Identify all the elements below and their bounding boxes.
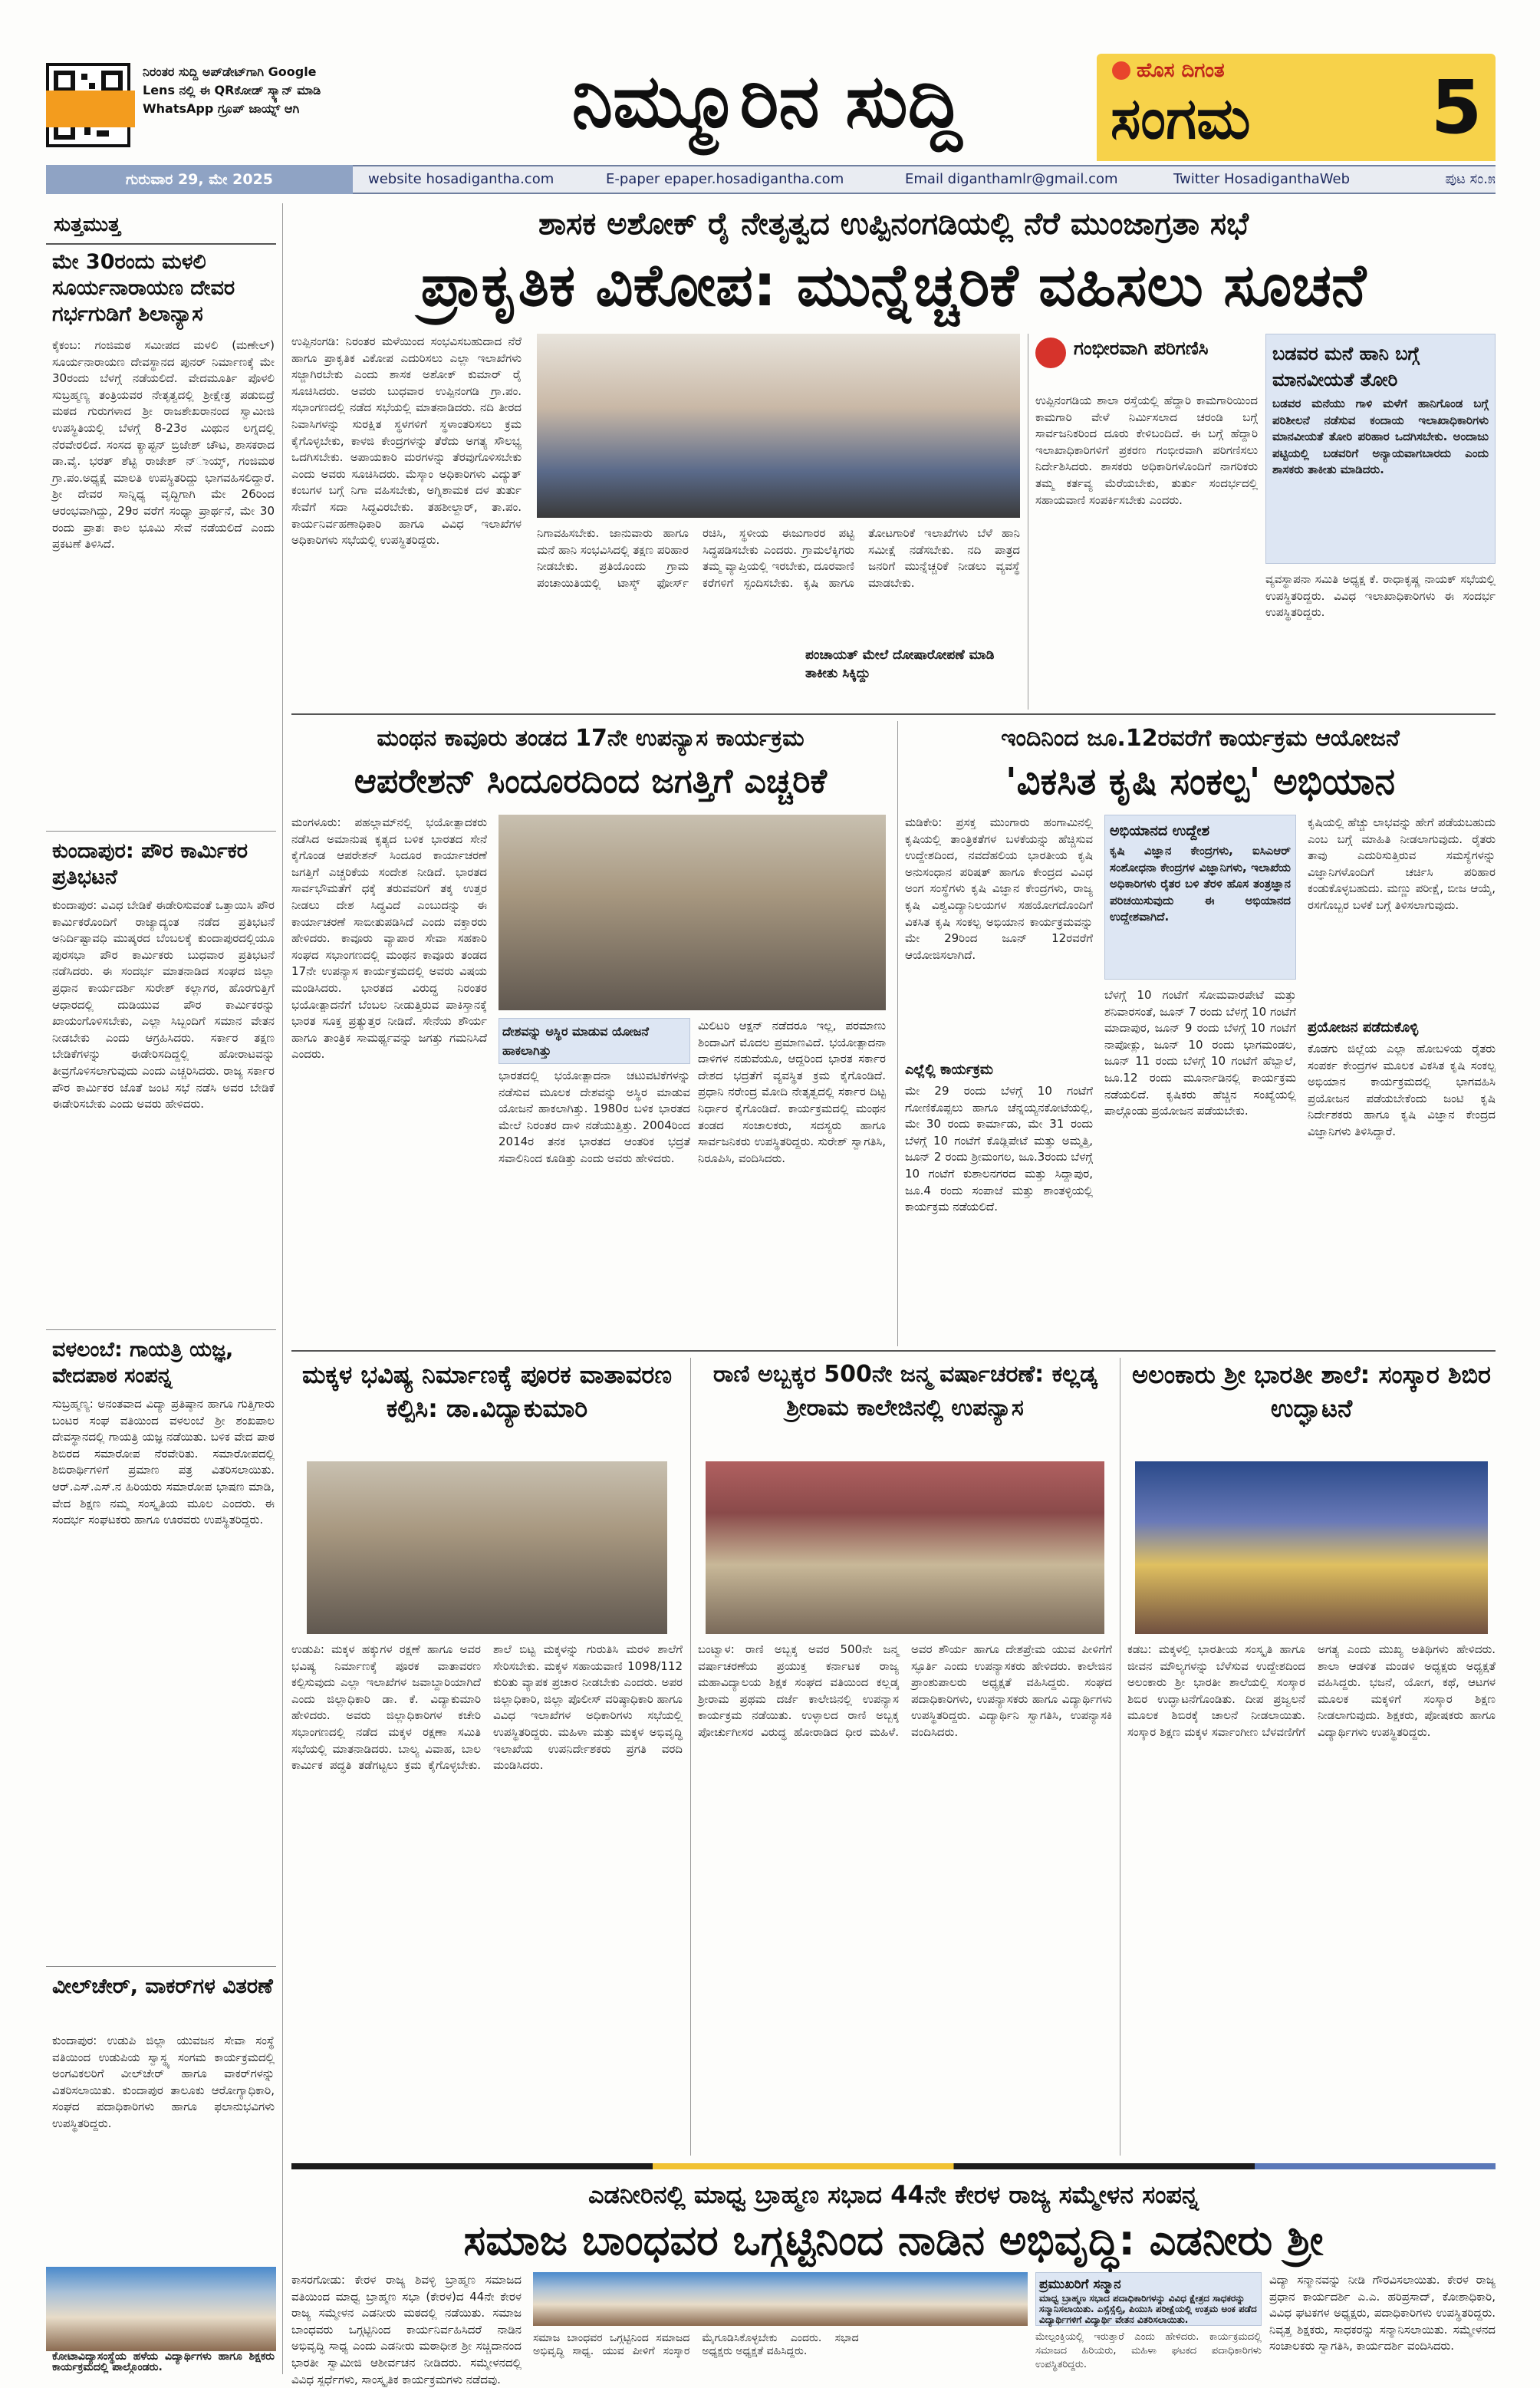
story1-side-body: ಉಪ್ಪಿನಂಗಡಿಯ ಶಾಲಾ ರಸ್ತೆಯಲ್ಲಿ ಹೆದ್ದಾರಿ ಕಾಮಗಾರಿಯಿಂದ ಕಾಮಗಾರಿ ವೇಳೆ ನಿರ್ಮಿಸಲಾದ ಚರಂಡಿ ಬಗ್ಗೆ ಸಾರ್ವಜನಿಕರಿಂದ ದೂರು ಕೇಳಿಬಂದಿದೆ. ಈ ಬಗ್ಗೆ ಹೆದ್ದಾರಿ ಇಲಾಖಾಧಿಕಾರಿಗಳಿಗೆ ಪ್ರಕರಣ ಗಂಭೀರವಾಗಿ ಪರಿಗಣಿಸಲು ನಿರ್ದೇಶಿಸಿದರು. ಶಾಸಕರು ಅಧಿಕಾರಿಗಳೊಂದಿಗೆ ನಾಗರಿಕರು ತಮ್ಮ ಕರ್ತವ್ಯ ಮೆರೆಯಬೇಕು, ತುರ್ತು ಸಂದರ್ಭದಲ್ಲಿ ಸಹಾಯವಾಣಿ ಸಂಪರ್ಕಿಸಬೇಕು ಎಂದರು. — [1035, 394, 1258, 507]
left-photo-caption: ಕೋಟಾವಿದ್ಯಾಸಂಸ್ಥೆಯ ಹಳೆಯ ವಿದ್ಯಾರ್ಥಿಗಳು ಹಾಗೂ ಶಿಕ್ಷಕರು ಕಾರ್ಯಕ್ರಮದಲ್ಲಿ ಪಾಲ್ಗೊಂಡರು. — [52, 2350, 275, 2373]
story7-photo — [533, 2272, 1028, 2326]
link-epaper[interactable]: E-paper epaper.hosadigantha.com — [606, 171, 844, 187]
story4-body: ಉಡುಪಿ: ಮಕ್ಕಳ ಹಕ್ಕುಗಳ ರಕ್ಷಣೆ ಹಾಗೂ ಅವರ ಭವಿಷ್ಯ ನಿರ್ಮಾಣಕ್ಕೆ ಪೂರಕ ವಾತಾವರಣ ಕಲ್ಪಿಸುವುದು ಎಲ್ಲಾ ಇಲಾಖೆಗಳ ಜವಾಬ್ದಾರಿಯಾಗಿದೆ ಎಂದು ಜಿಲ್ಲಾಧಿಕಾರಿ ಡಾ. ಕೆ. ವಿದ್ಯಾಕುಮಾರಿ ಹೇಳಿದರು. ಅವರು ಜಿಲ್ಲಾಧಿಕಾರಿಗಳ ಕಚೇರಿ ಸಭಾಂಗಣದಲ್ಲಿ ನಡೆದ ಮಕ್ಕಳ ರಕ್ಷಣಾ ಸಮಿತಿ ಸಭೆಯಲ್ಲಿ ಮಾತನಾಡಿದರು. ಬಾಲ್ಯ ವಿವಾಹ, ಬಾಲ ಕಾರ್ಮಿಕ ಪದ್ಧತಿ ತಡೆಗಟ್ಟಲು ಕ್ರಮ ಕೈಗೊಳ್ಳಬೇಕು. ಶಾಲೆ ಬಿಟ್ಟ ಮಕ್ಕಳನ್ನು ಗುರುತಿಸಿ ಮರಳಿ ಶಾಲೆಗೆ ಸೇರಿಸಬೇಕು. ಮಕ್ಕಳ ಸಹಾಯವಾಣಿ 1098/112 ಕುರಿತು ವ್ಯಾಪಕ ಪ್ರಚಾರ ನೀಡಬೇಕು ಎಂದರು. ಅಪರ ಜಿಲ್ಲಾಧಿಕಾರಿ, ಜಿಲ್ಲಾ ಪೊಲೀಸ್ ವರಿಷ್ಠಾಧಿಕಾರಿ ಹಾಗೂ ವಿವಿಧ ಇಲಾಖೆಗಳ ಅಧಿಕಾರಿಗಳು ಸಭೆಯಲ್ಲಿ ಉಪಸ್ಥಿತರಿದ್ದರು. ಮಹಿಳಾ ಮತ್ತು ಮಕ್ಕಳ ಅಭಿವೃದ್ಧಿ ಇಲಾಖೆಯ ಉಪನಿರ್ದೇಶಕರು ಪ್ರಗತಿ ವರದಿ ಮಂಡಿಸಿದರು. — [291, 1642, 683, 1773]
story5-headline: ರಾಣಿ ಅಬ್ಬಕ್ಕರ 500ನೇ ಜನ್ಮ ವರ್ಷಾಚರಣೆ: ಕಲ್ಲಡ್ಕ ಶ್ರೀರಾಮ ಕಾಲೇಜಿನಲ್ಲಿ ಉಪನ್ಯಾಸ — [712, 1361, 1097, 1421]
story1-box — [1265, 334, 1496, 564]
story3-box-title: ಅಭಿಯಾನದ ಉದ್ದೇಶ — [1110, 822, 1210, 839]
story7-body-c: ಮೇಲ್ಪಂಕ್ತಿಯಲ್ಲಿ ಇರುತ್ತಾರೆ ಎಂದು ಹೇಳಿದರು. ಕಾರ್ಯಕ್ರಮದಲ್ಲಿ ಸಮಾಜದ ಹಿರಿಯರು, ಮಹಿಳಾ ಘಟಕದ ಪದಾಧಿಕಾರಿಗಳು ಉಪಸ್ಥಿತರಿದ್ದರು. — [1035, 2331, 1262, 2370]
masthead — [0, 0, 1540, 165]
story2-body-b: ಭಾರತದಲ್ಲಿ ಭಯೋತ್ಪಾದನಾ ಚಟುವಟಿಕೆಗಳನ್ನು ನಡೆಸುವ ಮೂಲಕ ದೇಶವನ್ನು ಅಸ್ಥಿರ ಮಾಡುವ ಯೋಜನೆ ಹಾಕಲಾಗಿತ್ತು. 1980ರ ಬಳಿಕ ಭಾರತದ ಮೇಲೆ ನಿರಂತರ ದಾಳಿ ನಡೆಯುತ್ತಿತ್ತು. 2004ರಿಂದ 2014ರ ತನಕ ಭಾರತದ ಆಂತರಿಕ ಭದ್ರತೆ ಸವಾಲಿನಿಂದ ಕೂಡಿತ್ತು ಎಂದು ಅವರು ಹೇಳಿದರು. — [499, 1069, 690, 1165]
story6-headline: ಅಲಂಕಾರು ಶ್ರೀ ಭಾರತೀ ಶಾಲೆ: ಸಂಸ್ಕಾರ ಶಿಬಿರ ಉದ್ಘಾಟನೆ — [1132, 1360, 1491, 1423]
left-story1-body: ಕೈಕಂಬ: ಗಂಜಿಮಠ ಸಮೀಪದ ಮಳಲಿ (ಮಣೇಲ್) ಸೂರ್ಯನಾರಾಯಣ ದೇವಸ್ಥಾನದ ಪುನರ್ ನಿರ್ಮಾಣಕ್ಕೆ ಮೇ 30ರಂದು ಬೆಳಗ್ಗೆ ನಡೆಯಲಿದೆ. ವೇದಮೂರ್ತಿ ಪೊಳಲಿ ಸುಬ್ರಹ್ಮಣ್ಯ ತಂತ್ರಿಯವರ ನೇತೃತ್ವದಲ್ಲಿ ಶ್ರೀಕ್ಷೇತ್ರ ಪಡುಬಿದ್ರೆ ಮಠದ ಗುರುಗಳಾದ ಶ್ರೀ ರಾಜಶೇಖರಾನಂದ ಸ್ವಾಮೀಜಿ ಉಪಸ್ಥಿತಿಯಲ್ಲಿ ಬೆಳಗ್ಗೆ 8-23ರ ಮಿಥುನ ಲಗ್ನದಲ್ಲಿ ನೆರವೇರಲಿದೆ. ಸಂಸದ ಕ್ಯಾಪ್ಟನ್ ಬ್ರಿಜೇಶ್ ಚೌಟ, ಶಾಸಕರಾದ ಡಾ.ವೈ. ಭರತ್ ಶೆಟ್ಟಿ ರಾಜೇಶ್ ನ್ಾಯ್ಕ್, ಗಂಜಿಮಠ ಗ್ರಾ.ಪಂ.ಅಧ್ಯಕ್ಷೆ ಮಾಲತಿ ಉಪಸ್ಥಿತರಿದ್ದು ಭಾಗವಹಿಸಲಿದ್ದಾರೆ. ಶ್ರೀ ದೇವರ ಸಾನ್ನಿಧ್ಯ ವೃದ್ಧಿಗಾಗಿ ಮೇ 26ರಿಂದ ಆರಂಭವಾಗಿದ್ದು, 29ರ ವರೆಗೆ ಸಂಧ್ಯಾ ಪ್ರಾರ್ಥನೆ, ಮೇ 30 ರಂದು ಪ್ರಾತಃ ಕಾಲ ಭೂಮಿ ಸೇವೆ ನಡೆಯಲಿದೆ ಎಂದು ಪ್ರಕಟಣೆ ತಿಳಿಸಿದೆ. — [52, 338, 275, 552]
link-twitter[interactable]: Twitter HosadiganthaWeb — [1173, 171, 1351, 187]
story7-box-title: ಪ್ರಮುಖರಿಗೆ ಸನ್ಮಾನ — [1039, 2277, 1121, 2292]
column-label: ಸುತ್ತಮುತ್ತ — [54, 213, 121, 236]
story1-photo — [537, 334, 1020, 518]
left-story1-title: ಮೇ 30ರಂದು ಮಳಲಿ ಸೂರ್ಯನಾರಾಯಣ ದೇವರ ಗರ್ಭಗುಡಿಗೆ ಶಿಲಾನ್ಯಾಸ — [52, 250, 235, 326]
story2-body-a: ಮಂಗಳೂರು: ಪಹಲ್ಗಾಮ್‌ನಲ್ಲಿ ಭಯೋತ್ಪಾದಕರು ನಡೆಸಿದ ಅಮಾನುಷ ಕೃತ್ಯದ ಬಳಿಕ ಭಾರತದ ಸೇನೆ ಕೈಗೊಂಡ ಆಪರೇಶನ್ ಸಿಂದೂರ ಕಾರ್ಯಾಚರಣೆ ಜಗತ್ತಿಗೆ ಎಚ್ಚರಿಕೆಯ ಸಂದೇಶ ನೀಡಿದೆ. ಭಾರತದ ಸಾರ್ವಭೌಮತೆಗೆ ಧಕ್ಕೆ ತರುವವರಿಗೆ ತಕ್ಕ ಉತ್ತರ ನೀಡಲು ದೇಶ ಸಿದ್ಧವಿದೆ ಎಂಬುದನ್ನು ಈ ಕಾರ್ಯಾಚರಣೆ ಸಾಬೀತುಪಡಿಸಿದೆ ಎಂದು ವಕ್ತಾರರು ಹೇಳಿದರು. ಕಾವೂರು ವ್ಯಾಪಾರ ಸೇವಾ ಸಹಕಾರಿ ಸಂಘದ ಸಭಾಂಗಣದಲ್ಲಿ ಮಂಥನ ಕಾವೂರು ತಂಡದ 17ನೇ ಉಪನ್ಯಾಸ ಕಾರ್ಯಕ್ರಮದಲ್ಲಿ ಅವರು ವಿಷಯ ಮಂಡಿಸಿದರು. ಭಾರತದ ವಿರುದ್ಧ ನಿರಂತರ ಭಯೋತ್ಪಾದನೆಗೆ ಬೆಂಬಲ ನೀಡುತ್ತಿರುವ ಪಾಕಿಸ್ತಾನಕ್ಕೆ ಭಾರತ ಸೂಕ್ತ ಪ್ರತ್ಯುತ್ತರ ನೀಡಿದೆ. ಸೇನೆಯ ಶೌರ್ಯ ಹಾಗೂ ತಾಂತ್ರಿಕ ಸಾಮರ್ಥ್ಯವನ್ನು ಜಗತ್ತು ಗಮನಿಸಿದೆ ಎಂದರು. — [291, 815, 487, 1062]
orange-bar — [46, 91, 135, 127]
story3-body-c: ಕೃಷಿಯಲ್ಲಿ ಹೆಚ್ಚು ಲಾಭವನ್ನು ಹೇಗೆ ಪಡೆಯಬಹುದು ಎಂಬ ಬಗ್ಗೆ ಮಾಹಿತಿ ನೀಡಲಾಗುವುದು. ರೈತರು ತಾವು ಎದುರಿಸುತ್ತಿರುವ ಸಮಸ್ಯೆಗಳನ್ನು ವಿಜ್ಞಾನಿಗಳೊಂದಿಗೆ ಚರ್ಚಿಸಿ ಪರಿಹಾರ ಕಂಡುಕೊಳ್ಳಬಹುದು. ಮಣ್ಣು ಪರೀಕ್ಷೆ, ಬೀಜ ಆಯ್ಕೆ, ರಸಗೊಬ್ಬರ ಬಳಕೆ ಬಗ್ಗೆ ತಿಳಿಸಲಾಗುವುದು. — [1308, 815, 1496, 912]
story2-body-c: ಮಿಲಿಟರಿ ಆಕ್ಷನ್ ನಡೆದರೂ ಇಲ್ಲ, ಪರಮಾಣು ಶಿಂದಾವಿಗೆ ಮೊದಲ ಪ್ರಮಾಣವಿದೆ. ಭಯೋತ್ಪಾದನಾ ದಾಳಿಗಳ ನಡುವೆಯೂ, ಆದ್ದರಿಂದ ಭಾರತ ಸರ್ಕಾರ ದೇಶದ ಭದ್ರತೆಗೆ ವ್ಯವಸ್ಥಿತ ಕ್ರಮ ಕೈಗೊಂಡಿದೆ. ಪ್ರಧಾನಿ ನರೇಂದ್ರ ಮೋದಿ ನೇತೃತ್ವದಲ್ಲಿ ಸರ್ಕಾರ ದಿಟ್ಟ ನಿರ್ಧಾರ ಕೈಗೊಂಡಿದೆ. ಕಾರ್ಯಕ್ರಮದಲ್ಲಿ ಮಂಥನ ತಂಡದ ಸಂಚಾಲಕರು, ಸದಸ್ಯರು ಹಾಗೂ ಸಾರ್ವಜನಿಕರು ಉಪಸ್ಥಿತರಿದ್ದರು. ಸುರೇಶ್ ಸ್ವಾಗತಿಸಿ, ನಿರೂಪಿಸಿ, ವಂದಿಸಿದರು. — [698, 1019, 886, 1165]
story2-kicker: ಮಂಥನ ಕಾವೂರು ತಂಡದ 17ನೇ ಉಪನ್ಯಾಸ ಕಾರ್ಯಕ್ರಮ — [377, 725, 805, 752]
page-number: 5 — [1430, 64, 1482, 150]
story1-side-icon — [1035, 338, 1066, 368]
story2-sub-box — [499, 1018, 690, 1064]
story3-box — [1104, 815, 1296, 980]
left-story2-body: ಕುಂದಾಪುರ: ವಿವಿಧ ಬೇಡಿಕೆ ಈಡೇರಿಸುವಂತೆ ಒತ್ತಾಯಿಸಿ ಪೌರ ಕಾರ್ಮಿಕರೊಂದಿಗೆ ರಾಜ್ಯಾದ್ಯಂತ ನಡೆದ ಪ್ರತಿಭಟನೆ ಅನಿರ್ದಿಷ್ಟಾವಧಿ ಮುಷ್ಕರದ ಬೆಂಬಲಕ್ಕೆ ಕುಂದಾಪುರದಲ್ಲಿಯೂ ಪುರಸಭಾ ಪೌರ ಕಾರ್ಮಿಕರು ಬುಧವಾರ ಪ್ರತಿಭಟನೆ ನಡೆಸಿದರು. ಈ ಸಂದರ್ಭ ಮಾತನಾಡಿದ ಸಂಘದ ಜಿಲ್ಲಾ ಪ್ರಧಾನ ಕಾರ್ಯದರ್ಶಿ ಸುರೇಶ್ ಕಲ್ಲಾಗರ, ಹೊರಗುತ್ತಿಗೆ ಆಧಾರದಲ್ಲಿ ದುಡಿಯುವ ಪೌರ ಕಾರ್ಮಿಕರನ್ನು ಖಾಯಂಗೊಳಿಸಬೇಕು, ಎಲ್ಲಾ ಸಿಬ್ಬಂದಿಗೆ ಸಮಾನ ವೇತನ ನೀಡಬೇಕು ಎಂದು ಆಗ್ರಹಿಸಿದರು. ಸರ್ಕಾರ ತಕ್ಷಣ ಬೇಡಿಕೆಗಳನ್ನು ಈಡೇರಿಸದಿದ್ದಲ್ಲಿ ಹೋರಾಟವನ್ನು ತೀವ್ರಗೊಳಿಸಲಾಗುವುದು ಎಂದು ಎಚ್ಚರಿಸಿದರು. ರಾಜ್ಯ ಸರ್ಕಾರ ಪೌರ ಕಾರ್ಮಿಕರ ಜೊತೆ ಜಂಟಿ ಸಭೆ ನಡೆಸಿ ಅವರ ಬೇಡಿಕೆ ಈಡೇರಿಸಬೇಕು ಎಂದು ಅವರು ಹೇಳಿದರು. — [52, 898, 275, 1112]
story2-photo — [499, 815, 886, 1010]
story5-photo — [706, 1461, 1104, 1634]
left-story4-title: ವೀಲ್‌ಚೇರ್, ವಾಕರ್‌ಗಳ ವಿತರಣೆ — [52, 1975, 273, 1998]
page-label: ಪುಟ ಸಂ.೫ — [1445, 171, 1496, 187]
qr-note: ನಿರಂತರ ಸುದ್ದಿ ಅಪ್‌ಡೇಟ್‌ಗಾಗಿ Google Lens ನಲ್ಲಿ ಈ QRಕೋಡ್ ಸ್ಕ್ಯಾನ್ ಮಾಡಿ WhatsApp ಗ್ರೂಪ್ ಜಾಯ್ನ್ ಆಗಿ — [143, 64, 321, 116]
story7-headline: ಸಮಾಜ ಬಾಂಧವರ ಒಗ್ಗಟ್ಟಿನಿಂದ ನಾಡಿನ ಅಭಿವೃದ್ಧಿ: ಎಡನೀರು ಶ್ರೀ — [463, 2216, 1324, 2264]
story7-body-d: ವಿದ್ಯಾ ಸನ್ಮಾನವನ್ನು ನೀಡಿ ಗೌರವಿಸಲಾಯಿತು. ಕೇರಳ ರಾಜ್ಯ ಪ್ರಧಾನ ಕಾರ್ಯದರ್ಶಿ ಎ.ಎ. ಹರಿಪ್ರಸಾದ್, ಕೋಶಾಧಿಕಾರಿ, ವಿವಿಧ ಘಟಕಗಳ ಅಧ್ಯಕ್ಷರು, ಪದಾಧಿಕಾರಿಗಳು ಉಪಸ್ಥಿತರಿದ್ದರು. ನಿವೃತ್ತ ಶಿಕ್ಷಕರು, ಸಾಧಕರನ್ನು ಸನ್ಮಾನಿಸಲಾಯಿತು. ಸಮ್ಮೇಳನದ ಸಂಚಾಲಕರು ಸ್ವಾಗತಿಸಿ, ಕಾರ್ಯದರ್ಶಿ ವಂದಿಸಿದರು. — [1269, 2273, 1496, 2353]
story7-box — [1035, 2272, 1262, 2326]
masthead-title: ನಿಮ್ಮೂರಿನ ಸುದ್ದಿ — [571, 58, 962, 144]
story3-body-a: ಮಡಿಕೇರಿ: ಪ್ರಸಕ್ತ ಮುಂಗಾರು ಹಂಗಾಮಿನಲ್ಲಿ ಕೃಷಿಯಲ್ಲಿ ತಾಂತ್ರಿಕತೆಗಳ ಬಳಕೆಯನ್ನು ಹೆಚ್ಚಿಸುವ ಉದ್ದೇಶದಿಂದ, ನವದೆಹಲಿಯ ಭಾರತೀಯ ಕೃಷಿ ಅನುಸಂಧಾನ ಪರಿಷತ್ ಹಾಗೂ ಕೇಂದ್ರದ ವಿವಿಧ ಅಂಗ ಸಂಸ್ಥೆಗಳು ಕೃಷಿ ವಿಜ್ಞಾನ ಕೇಂದ್ರಗಳು, ರಾಜ್ಯ ಕೃಷಿ ವಿಶ್ವವಿದ್ಯಾನಿಲಯಗಳ ಸಹಯೋಗದೊಂದಿಗೆ ವಿಕಸಿತ ಕೃಷಿ ಸಂಕಲ್ಪ ಅಭಿಯಾನ ಕಾರ್ಯಕ್ರಮವನ್ನು ಮೇ 29ರಿಂದ ಜೂನ್ 12ರವರೆಗೆ ಆಯೋಜಿಸಲಾಗಿದೆ. — [905, 815, 1093, 962]
story7-kicker: ಎಡನೀರಿನಲ್ಲಿ ಮಾಧ್ವ ಬ್ರಾಹ್ಮಣ ಸಭಾದ 44ನೇ ಕೇರಳ ರಾಜ್ಯ ಸಮ್ಮೇಳನ ಸಂಪನ್ನ — [587, 2180, 1199, 2209]
story3-sub: ಪ್ರಯೋಜನ ಪಡೆದುಕೊಳ್ಳಿ — [1308, 1019, 1419, 1036]
story3-kicker: ಇಂದಿನಿಂದ ಜೂ.12ರವರೆಗೆ ಕಾರ್ಯಕ್ರಮ ಆಯೋಜನೆ — [1001, 725, 1400, 752]
story1-body-c: ವ್ಯವಸ್ಥಾಪನಾ ಸಮಿತಿ ಅಧ್ಯಕ್ಷ ಕೆ. ರಾಧಾಕೃಷ್ಣ ನಾಯಕ್ ಸಭೆಯಲ್ಲಿ ಉಪಸ್ಥಿತರಿದ್ದರು. ವಿವಿಧ ಇಲಾಖಾಧಿಕಾರಿಗಳು ಈ ಸಂದರ್ಭ ಉಪಸ್ಥಿತರಿದ್ದರು. — [1265, 572, 1496, 620]
story7-body-a: ಕಾಸರಗೋಡು: ಕೇರಳ ರಾಜ್ಯ ಶಿವಳ್ಳಿ ಬ್ರಾಹ್ಮಣ ಸಮಾಜದ ವತಿಯಿಂದ ಮಾಧ್ವ ಬ್ರಾಹ್ಮಣ ಸಭಾ (ಕೇರಳ)ದ 44ನೇ ಕೇರಳ ರಾಜ್ಯ ಸಮ್ಮೇಳನ ಎಡನೀರು ಮಠದಲ್ಲಿ ನಡೆಯಿತು. ಸಮಾಜ ಬಾಂಧವರು ಒಗ್ಗಟ್ಟಿನಿಂದ ಕಾರ್ಯನಿರ್ವಹಿಸಿದರೆ ನಾಡಿನ ಅಭಿವೃದ್ಧಿ ಸಾಧ್ಯ ಎಂದು ಎಡನೀರು ಮಠಾಧೀಶ ಶ್ರೀ ಸಚ್ಚಿದಾನಂದ ಭಾರತೀ ಸ್ವಾಮೀಜಿ ಆಶೀರ್ವಚನ ನೀಡಿದರು. ಸಮ್ಮೇಳನದಲ್ಲಿ ವಿವಿಧ ಸ್ಪರ್ಧೆಗಳು, ಸಾಂಸ್ಕೃತಿಕ ಕಾರ್ಯಕ್ರಮಗಳು ನಡೆದವು. — [291, 2273, 522, 2386]
story1-headline: ಪ್ರಾಕೃತಿಕ ವಿಕೋಪ: ಮುನ್ನೆಚ್ಚರಿಕೆ ವಹಿಸಲು ಸೂಚನೆ — [420, 251, 1367, 319]
left-story3-body: ಸುಬ್ರಹ್ಮಣ್ಯ: ಅನಂತವಾದ ವಿದ್ಯಾ ಪ್ರತಿಷ್ಠಾನ ಹಾಗೂ ಗುತ್ತಿಗಾರು ಬಂಟರ ಸಂಘ ವತಿಯಿಂದ ವಳಲಂಬೆ ಶ್ರೀ ಶಂಖಪಾಲ ದೇವಸ್ಥಾನದಲ್ಲಿ ಗಾಯತ್ರಿ ಯಜ್ಞ ನಡೆಯಿತು. ಬಳಿಕ ವೇದ ಪಾಠ ಶಿಬಿರದ ಸಮಾರೋಪ ನೆರವೇರಿತು. ಸಮಾರೋಪದಲ್ಲಿ ಶಿಬಿರಾರ್ಥಿಗಳಿಗೆ ಪ್ರಮಾಣ ಪತ್ರ ವಿತರಿಸಲಾಯಿತು. ಆರ್.ಎಸ್.ಎಸ್.ನ ಹಿರಿಯರು ಸಮಾರೋಪ ಭಾಷಣ ಮಾಡಿ, ವೇದ ಶಿಕ್ಷಣ ನಮ್ಮ ಸಂಸ್ಕೃತಿಯ ಮೂಲ ಎಂದರು. ಈ ಸಂದರ್ಭ ಸಂಘಟಕರು ಹಾಗೂ ಊರವರು ಉಪಸ್ಥಿತರಿದ್ದರು. — [52, 1397, 275, 1527]
story7-box-body: ಮಾಧ್ವ ಬ್ರಾಹ್ಮಣ ಸಭಾದ ಪದಾಧಿಕಾರಿಗಳನ್ನು ವಿವಿಧ ಕ್ಷೇತ್ರದ ಸಾಧಕರನ್ನು ಸನ್ಮಾನಿಸಲಾಯಿತು. ಎಸ್ಸೆಸ್ಸೆಲ್ಸಿ, ಪಿಯುಸಿ ಪರೀಕ್ಷೆಯಲ್ಲಿ ಉತ್ತಮ ಅಂಕ ಪಡೆದ ವಿದ್ಯಾರ್ಥಿಗಳಿಗೆ ವಿದ್ಯಾರ್ಥಿ ವೇತನ ವಿತರಿಸಲಾಯಿತು. — [1039, 2293, 1257, 2325]
story5-body: ಬಂಟ್ವಾಳ: ರಾಣಿ ಅಬ್ಬಕ್ಕ ಅವರ 500ನೇ ಜನ್ಮ ವರ್ಷಾಚರಣೆಯ ಪ್ರಯುಕ್ತ ಕರ್ನಾಟಕ ರಾಜ್ಯ ಮಹಾವಿದ್ಯಾಲಯ ಶಿಕ್ಷಕ ಸಂಘದ ವತಿಯಿಂದ ಕಲ್ಲಡ್ಕ ಶ್ರೀರಾಮ ಪ್ರಥಮ ದರ್ಜೆ ಕಾಲೇಜಿನಲ್ಲಿ ಉಪನ್ಯಾಸ ಕಾರ್ಯಕ್ರಮ ನಡೆಯಿತು. ಉಳ್ಳಾಲದ ರಾಣಿ ಅಬ್ಬಕ್ಕ ಪೋರ್ಚುಗೀಸರ ವಿರುದ್ಧ ಹೋರಾಡಿದ ಧೀರ ಮಹಿಳೆ. ಅವರ ಶೌರ್ಯ ಹಾಗೂ ದೇಶಪ್ರೇಮ ಯುವ ಪೀಳಿಗೆಗೆ ಸ್ಫೂರ್ತಿ ಎಂದು ಉಪನ್ಯಾಸಕರು ಹೇಳಿದರು. ಕಾಲೇಜಿನ ಪ್ರಾಂಶುಪಾಲರು ಅಧ್ಯಕ್ಷತೆ ವಹಿಸಿದ್ದರು. ಸಂಘದ ಪದಾಧಿಕಾರಿಗಳು, ಉಪನ್ಯಾಸಕರು ಹಾಗೂ ವಿದ್ಯಾರ್ಥಿಗಳು ಉಪಸ್ಥಿತರಿದ್ದರು. ವಿದ್ಯಾರ್ಥಿನಿ ಸ್ವಾಗತಿಸಿ, ಉಪನ್ಯಾಸಕಿ ವಂದಿಸಿದರು. — [698, 1642, 1112, 1739]
link-email[interactable]: Email diganthamlr@gmail.com — [905, 171, 1118, 187]
left-story4-body: ಕುಂದಾಪುರ: ಉಡುಪಿ ಜಿಲ್ಲಾ ಯುವಜನ ಸೇವಾ ಸಂಸ್ಥೆ ವತಿಯಿಂದ ಉಡುಪಿಯ ಸ್ವಾಸ್ಥ್ಯ ಸಂಗಮ ಕಾರ್ಯಕ್ರಮದಲ್ಲಿ ಅಂಗವಿಕಲರಿಗೆ ವೀಲ್‌ಚೇರ್ ಹಾಗೂ ವಾಕರ್‌ಗಳನ್ನು ವಿತರಿಸಲಾಯಿತು. ಕುಂದಾಪುರ ತಾಲೂಕು ಆರೋಗ್ಯಾಧಿಕಾರಿ, ಸಂಘದ ಪದಾಧಿಕಾರಿಗಳು ಹಾಗೂ ಫಲಾನುಭವಿಗಳು ಉಪಸ್ಥಿತರಿದ್ದರು. — [52, 2034, 275, 2130]
story6-photo — [1135, 1461, 1488, 1634]
link-website[interactable]: website hosadigantha.com — [368, 171, 554, 187]
story2-headline: ಆಪರೇಶನ್ ಸಿಂದೂರದಿಂದ ಜಗತ್ತಿಗೆ ಎಚ್ಚರಿಕೆ — [354, 762, 828, 801]
story1-kicker: ಶಾಸಕ ಅಶೋಕ್ ರೈ ನೇತೃತ್ವದ ಉಪ್ಪಿನಂಗಡಿಯಲ್ಲಿ ನೆರೆ ಮುಂಜಾಗ್ರತಾ ಸಭೆ — [538, 206, 1249, 242]
story3-headline: 'ವಿಕಸಿತ ಕೃಷಿ ಸಂಕಲ್ಪ' ಅಭಿಯಾನ — [1005, 760, 1396, 803]
story4-headline: ಮಕ್ಕಳ ಭವಿಷ್ಯ ನಿರ್ಮಾಣಕ್ಕೆ ಪೂರಕ ವಾತಾವರಣ ಕಲ್ಪಿಸಿ: ಡಾ.ವಿದ್ಯಾಕುಮಾರಿ — [301, 1360, 673, 1423]
brand-name: ಹೊಸ ದಿಗಂತ — [1137, 59, 1225, 82]
story3-schedule-title: ಎಲ್ಲೆಲ್ಲಿ ಕಾರ್ಯಕ್ರಮ — [905, 1062, 993, 1078]
story1-box-title: ಬಡವರ ಮನೆ ಹಾನಿ ಬಗ್ಗೆ ಮಾನವೀಯತೆ ತೋರಿ — [1272, 343, 1420, 390]
story1-sub-note: ಪಂಚಾಯತ್ ಮೇಲೆ ದೋಷಾರೋಪಣೆ ಮಾಡಿ ತಾಕೀತು ಸಿಕ್ಕಿದ್ದು — [805, 647, 995, 681]
left-photo — [46, 2267, 276, 2351]
left-story3-title: ವಳಲಂಬೆ: ಗಾಯತ್ರಿ ಯಜ್ಞ, ವೇದಪಾಠ ಸಂಪನ್ನ — [52, 1338, 234, 1388]
left-column — [46, 203, 276, 2374]
story3-body-d: ಕೊಡಗು ಜಿಲ್ಲೆಯ ಎಲ್ಲಾ ಹೋಬಳಿಯ ರೈತರು ಸಂಪರ್ಕ ಕೇಂದ್ರಗಳ ಮೂಲಕ ವಿಕಸಿತ ಕೃಷಿ ಸಂಕಲ್ಪ ಅಭಿಯಾನ ಕಾರ್ಯಕ್ರಮದಲ್ಲಿ ಭಾಗವಹಿಸಿ ಪ್ರಯೋಜನ ಪಡೆಯಬೇಕೆಂದು ಜಂಟಿ ಕೃಷಿ ನಿರ್ದೇಶಕರು ಹಾಗೂ ಕೃಷಿ ವಿಜ್ಞಾನ ಕೇಂದ್ರದ ವಿಜ್ಞಾನಿಗಳು ತಿಳಿಸಿದ್ದಾರೆ. — [1308, 1042, 1496, 1138]
story1-side-title: ಗಂಭೀರವಾಗಿ ಪರಿಗಣಿಸಿ — [1074, 338, 1209, 359]
story2-sub: ದೇಶವನ್ನು ಅಸ್ಥಿರ ಮಾಡುವ ಯೋಜನೆ ಹಾಕಲಾಗಿತ್ತು — [502, 1024, 649, 1058]
story3-box-body: ಕೃಷಿ ವಿಜ್ಞಾನ ಕೇಂದ್ರಗಳು, ಐಸಿಎಆರ್ ಸಂಶೋಧನಾ ಕೇಂದ್ರಗಳ ವಿಜ್ಞಾನಿಗಳು, ಇಲಾಖೆಯ ಅಧಿಕಾರಿಗಳು ರೈತರ ಬಳಿ ತೆರಳಿ ಹೊಸ ತಂತ್ರಜ್ಞಾನ ಪರಿಚಯಿಸುವುದು ಈ ಅಭಿಯಾನದ ಉದ್ದೇಶವಾಗಿದೆ. — [1110, 844, 1291, 924]
left-story2-title: ಕುಂದಾಪುರ: ಪೌರ ಕಾರ್ಮಿಕರ ಪ್ರತಿಭಟನೆ — [52, 839, 248, 889]
section-divider — [291, 2163, 1496, 2169]
story4-photo — [307, 1461, 667, 1634]
issue-date: ಗುರುವಾರ 29, ಮೇ 2025 — [125, 171, 274, 188]
story1-body-b: ನಿಗಾವಹಿಸಬೇಕು. ಜಾನುವಾರು ಹಾಗೂ ಮನೆ ಹಾನಿ ಸಂಭವಿಸಿದಲ್ಲಿ ತಕ್ಷಣ ಪರಿಹಾರ ನೀಡಬೇಕು. ಪ್ರತಿಯೊಂದು ಗ್ರಾಮ ಪಂಚಾಯಿತಿಯಲ್ಲಿ ಟಾಸ್ಕ್ ಫೋರ್ಸ್ ರಚಿಸಿ, ಸ್ಥಳೀಯ ಈಜುಗಾರರ ಪಟ್ಟಿ ಸಿದ್ಧಪಡಿಸಬೇಕು ಎಂದರು. ಗ್ರಾಮಲೆಕ್ಕಿಗರು ತಮ್ಮ ವ್ಯಾಪ್ತಿಯಲ್ಲಿ ಇರಬೇಕು, ದೂರವಾಣಿ ಕರೆಗಳಿಗೆ ಸ್ಪಂದಿಸಬೇಕು. ಕೃಷಿ ಹಾಗೂ ತೋಟಗಾರಿಕೆ ಇಲಾಖೆಗಳು ಬೆಳೆ ಹಾನಿ ಸಮೀಕ್ಷೆ ನಡೆಸಬೇಕು. ನದಿ ಪಾತ್ರದ ಜನರಿಗೆ ಮುನ್ನೆಚ್ಚರಿಕೆ ನೀಡಲು ವ್ಯವಸ್ಥೆ ಮಾಡಬೇಕು. — [537, 526, 1020, 590]
story3-schedule-body: ಮೇ 29 ರಂದು ಬೆಳಗ್ಗೆ 10 ಗಂಟೆಗೆ ಗೋಣಿಕೊಪ್ಪಲು ಹಾಗೂ ಚೆನ್ನಯ್ಯನಕೋಟೆಯಲ್ಲಿ, ಮೇ 30 ರಂದು ಕಾರ್ಮಾಡು, ಮೇ 31 ರಂದು ಬೆಳಗ್ಗೆ 10 ಗಂಟೆಗೆ ಕೊಡ್ಲಿಪೇಟೆ ಮತ್ತು ಅಮ್ಮತ್ತಿ, ಜೂನ್ 2 ರಂದು ಶ್ರೀಮಂಗಲ, ಜೂ.3ರಂದು ಬೆಳಗ್ಗೆ 10 ಗಂಟೆಗೆ ಕುಶಾಲನಗರದ ಮತ್ತು ಸಿದ್ದಾಪುರ, ಜೂ.4 ರಂದು ಸಂಪಾಜೆ ಮತ್ತು ಶಾಂತಳ್ಳಿಯಲ್ಲಿ ಕಾರ್ಯಕ್ರಮ ನಡೆಯಲಿದೆ. — [905, 1084, 1093, 1214]
story6-body: ಕಡಬ: ಮಕ್ಕಳಲ್ಲಿ ಭಾರತೀಯ ಸಂಸ್ಕೃತಿ ಹಾಗೂ ಜೀವನ ಮೌಲ್ಯಗಳನ್ನು ಬೆಳೆಸುವ ಉದ್ದೇಶದಿಂದ ಅಲಂಕಾರು ಶ್ರೀ ಭಾರತೀ ಶಾಲೆಯಲ್ಲಿ ಸಂಸ್ಕಾರ ಶಿಬಿರ ಉದ್ಘಾಟನೆಗೊಂಡಿತು. ದೀಪ ಪ್ರಜ್ವಲನೆ ಮೂಲಕ ಶಿಬಿರಕ್ಕೆ ಚಾಲನೆ ನೀಡಲಾಯಿತು. ಸಂಸ್ಕಾರ ಶಿಕ್ಷಣ ಮಕ್ಕಳ ಸರ್ವಾಂಗೀಣ ಬೆಳವಣಿಗೆಗೆ ಅಗತ್ಯ ಎಂದು ಮುಖ್ಯ ಅತಿಥಿಗಳು ಹೇಳಿದರು. ಶಾಲಾ ಆಡಳಿತ ಮಂಡಳಿ ಅಧ್ಯಕ್ಷರು ಅಧ್ಯಕ್ಷತೆ ವಹಿಸಿದ್ದರು. ಭಜನೆ, ಯೋಗ, ಕಥೆ, ಆಟಗಳ ಮೂಲಕ ಮಕ್ಕಳಿಗೆ ಸಂಸ್ಕಾರ ಶಿಕ್ಷಣ ನೀಡಲಾಗುವುದು. ಶಿಕ್ಷಕರು, ಪೋಷಕರು ಹಾಗೂ ವಿದ್ಯಾರ್ಥಿಗಳು ಉಪಸ್ಥಿತರಿದ್ದರು. — [1127, 1642, 1496, 1739]
story7-body-b: ಸಮಾಜ ಬಾಂಧವರ ಒಗ್ಗಟ್ಟಿನಿಂದ ಸಮಾಜದ ಅಭಿವೃದ್ಧಿ ಸಾಧ್ಯ. ಯುವ ಪೀಳಿಗೆ ಸಂಸ್ಕಾರ ಮೈಗೂಡಿಸಿಕೊಳ್ಳಬೇಕು ಎಂದರು. ಸಭಾದ ಅಧ್ಯಕ್ಷರು ಅಧ್ಯಕ್ಷತೆ ವಹಿಸಿದ್ದರು. — [533, 2332, 859, 2357]
story3-body-b: ಬೆಳಗ್ಗೆ 10 ಗಂಟೆಗೆ ಸೋಮವಾರಪೇಟೆ ಮತ್ತು ಶನಿವಾರಸಂತೆ, ಜೂನ್ 7 ರಂದು ಬೆಳಗ್ಗೆ 10 ಗಂಟೆಗೆ ಮಾದಾಪುರ, ಜೂನ್ 9 ರಂದು ಬೆಳಗ್ಗೆ 10 ಗಂಟೆಗೆ ನಾಪೋಕ್ಲು, ಜೂನ್ 10 ರಂದು ಭಾಗಮಂಡಲ, ಜೂನ್ 11 ರಂದು ಬೆಳಗ್ಗೆ 10 ಗಂಟೆಗೆ ಹೆಬ್ಬಾಲೆ, ಜೂ.12 ರಂದು ಮೂರ್ನಾಡಿನಲ್ಲಿ ಕಾರ್ಯಕ್ರಮ ನಡೆಯಲಿದೆ. ಕೃಷಿಕರು ಹೆಚ್ಚಿನ ಸಂಖ್ಯೆಯಲ್ಲಿ ಪಾಲ್ಗೊಂಡು ಪ್ರಯೋಜನ ಪಡೆಯಬೇಕು. — [1104, 988, 1296, 1118]
story1-body-a: ಉಪ್ಪಿನಂಗಡಿ: ನಿರಂತರ ಮಳೆಯಿಂದ ಸಂಭವಿಸಬಹುದಾದ ನೆರೆ ಹಾಗೂ ಪ್ರಾಕೃತಿಕ ವಿಕೋಪ ಎದುರಿಸಲು ಎಲ್ಲಾ ಇಲಾಖೆಗಳು ಸಜ್ಜಾಗಿರಬೇಕು ಎಂದು ಶಾಸಕ ಅಶೋಕ್ ಕುಮಾರ್ ರೈ ಸೂಚಿಸಿದರು. ಅವರು ಬುಧವಾರ ಉಪ್ಪಿನಂಗಡಿ ಗ್ರಾ.ಪಂ. ಸಭಾಂಗಣದಲ್ಲಿ ನಡೆದ ಸಭೆಯಲ್ಲಿ ಮಾತನಾಡಿದರು. ನದಿ ತೀರದ ನಿವಾಸಿಗಳನ್ನು ಸುರಕ್ಷಿತ ಸ್ಥಳಗಳಿಗೆ ಸ್ಥಳಾಂತರಿಸಲು ಕ್ರಮ ಕೈಗೊಳ್ಳಬೇಕು, ಕಾಳಜಿ ಕೇಂದ್ರಗಳನ್ನು ತೆರೆದು ಅಗತ್ಯ ಸೌಲಭ್ಯ ಒದಗಿಸಬೇಕು. ಅಪಾಯಕಾರಿ ಮರಗಳನ್ನು ತೆರವುಗೊಳಿಸಬೇಕು ಎಂದು ಅವರು ಸೂಚಿಸಿದರು. ಮೆಸ್ಕಾಂ ಅಧಿಕಾರಿಗಳು ವಿದ್ಯುತ್ ಕಂಬಗಳ ಬಗ್ಗೆ ನಿಗಾ ವಹಿಸಬೇಕು, ಅಗ್ನಿಶಾಮಕ ದಳ ತುರ್ತು ಸೇವೆಗೆ ಸದಾ ಸಿದ್ಧವಿರಬೇಕು. ತಹಶೀಲ್ದಾರ್, ತಾ.ಪಂ. ಕಾರ್ಯನಿರ್ವಹಣಾಧಿಕಾರಿ ಹಾಗೂ ವಿವಿಧ ಇಲಾಖೆಗಳ ಅಧಿಕಾರಿಗಳು ಸಭೆಯಲ್ಲಿ ಉಪಸ್ಥಿತರಿದ್ದರು. — [291, 334, 522, 548]
story1-box-body: ಬಡವರ ಮನೆಯು ಗಾಳಿ ಮಳೆಗೆ ಹಾನಿಗೊಂಡ ಬಗ್ಗೆ ಪರಿಶೀಲನೆ ನಡೆಸುವ ಕಂದಾಯ ಇಲಾಖಾಧಿಕಾರಿಗಳು ಮಾನವೀಯತೆ ತೋರಿ ಪರಿಹಾರ ಒದಗಿಸಬೇಕು. ಅಂದಾಜು ಪಟ್ಟಿಯಲ್ಲಿ ಬಡವರಿಗೆ ಅನ್ಯಾಯವಾಗಬಾರದು ಎಂದು ಶಾಸಕರು ತಾಕೀತು ಮಾಡಿದರು. — [1272, 397, 1489, 477]
section-name: ಸಂಗಮ — [1111, 86, 1251, 152]
